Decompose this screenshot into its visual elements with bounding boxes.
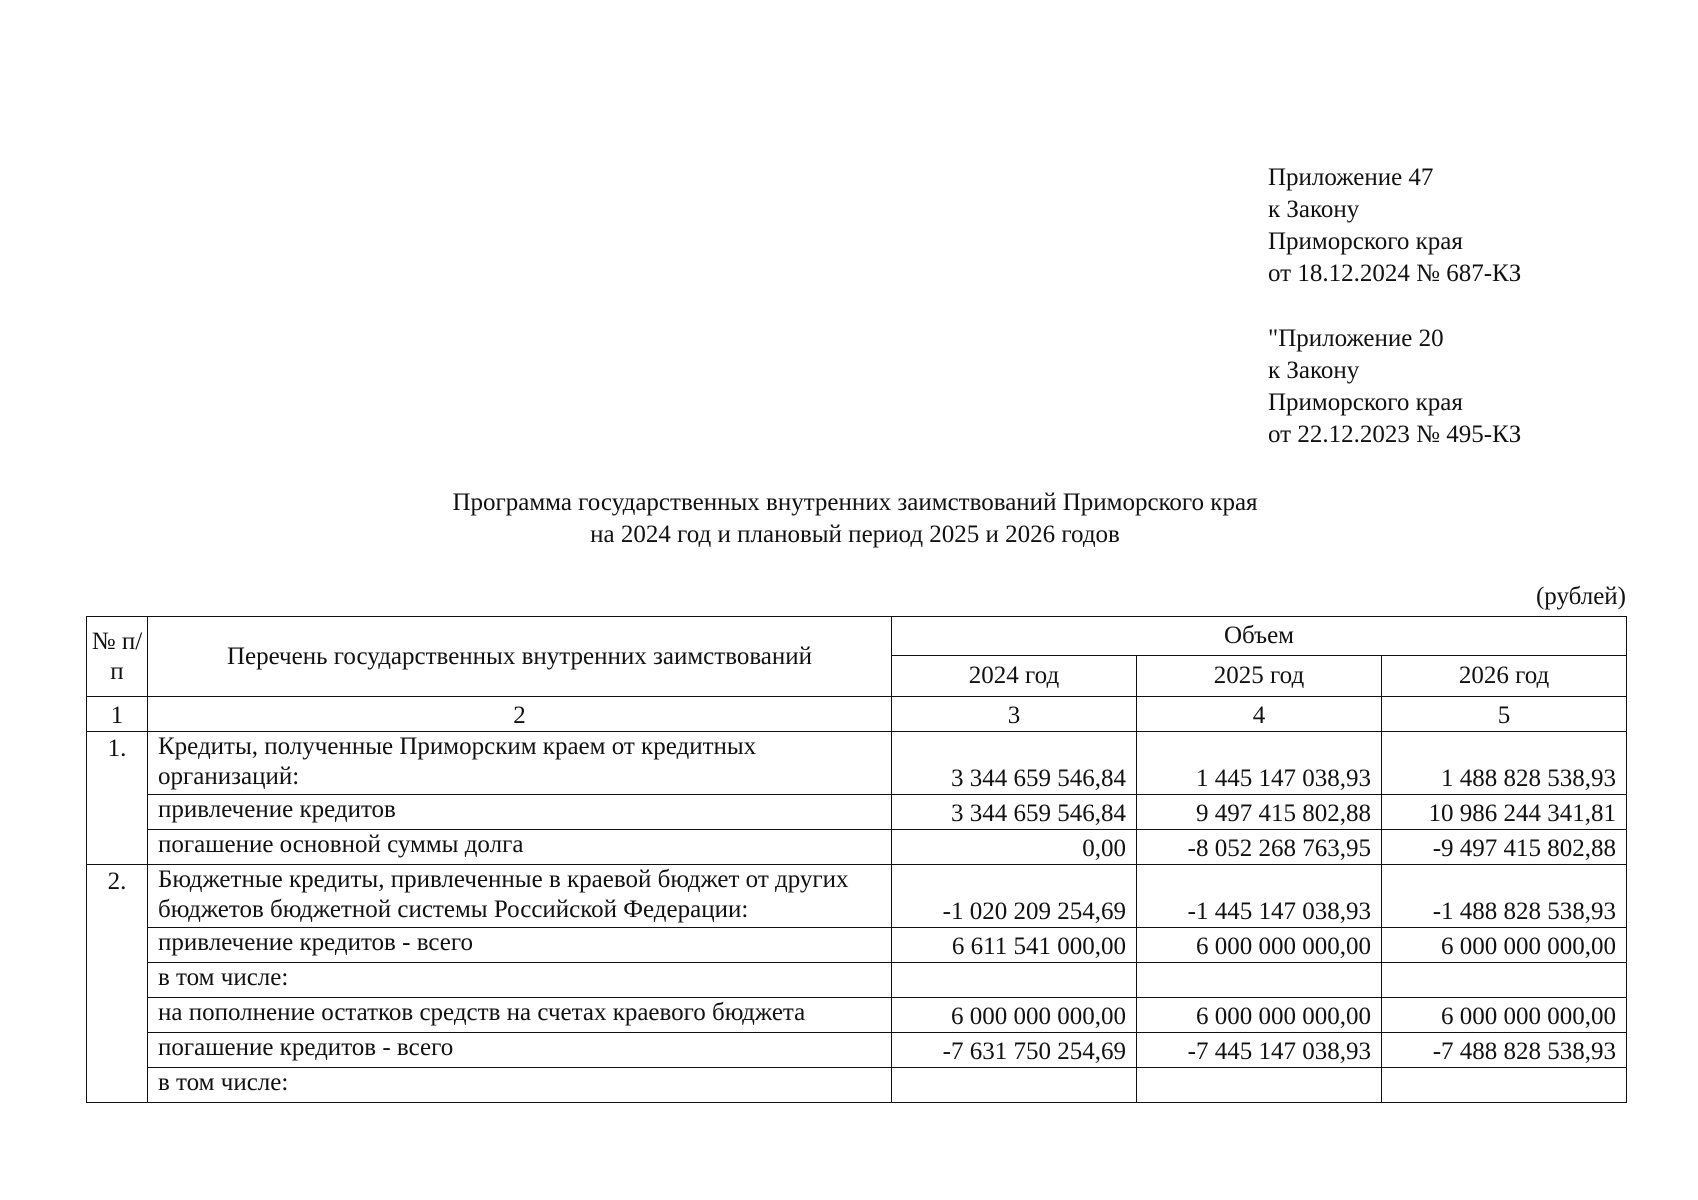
table-row: [87, 963, 1627, 998]
value-2025: -1 445 147 038,93: [1137, 865, 1382, 928]
value-2025: 6 000 000 000,00: [1137, 998, 1382, 1033]
value-2024: [892, 963, 1137, 998]
row-name: в том числе:: [148, 1068, 892, 1103]
document-title-line2: на 2024 год и плановый период 2025 и 2026 годов: [590, 521, 1120, 548]
table-row: [87, 1068, 1627, 1103]
row-name: привлечение кредитов: [148, 795, 892, 830]
value-2026: -1 488 828 538,93: [1382, 865, 1627, 928]
units-label: (рублей): [1535, 583, 1626, 610]
appendix-20-block: [1268, 323, 1521, 451]
value-2026: 10 986 244 341,81: [1382, 795, 1627, 830]
value-2026: -9 497 415 802,88: [1382, 830, 1627, 865]
section-number: 2.: [87, 865, 148, 1103]
header-num: № п/п: [87, 617, 148, 697]
value-2025: -8 052 268 763,95: [1137, 830, 1382, 865]
appendix-47-block: [1268, 162, 1521, 290]
value-2026: [1382, 1068, 1627, 1103]
table-row: [87, 928, 1627, 963]
document-title-line1: Программа государственных внутренних заимствований Приморского края: [452, 489, 1258, 516]
value-2025: 9 497 415 802,88: [1137, 795, 1382, 830]
appendix-47-line4: от 18.12.2024 № 687-КЗ: [1268, 260, 1522, 287]
value-2026: 6 000 000 000,00: [1382, 928, 1627, 963]
column-numbers-row: [87, 697, 1627, 732]
header-year-2024: 2024 год: [892, 656, 1137, 697]
header-year-2025: 2025 год: [1137, 656, 1382, 697]
table-row: [87, 732, 1627, 795]
appendix-20-line4: от 22.12.2023 № 495-КЗ: [1268, 421, 1522, 448]
value-2025: [1137, 1068, 1382, 1103]
value-2026: 6 000 000 000,00: [1382, 998, 1627, 1033]
table-header-row: [87, 617, 1627, 656]
value-2024: -1 020 209 254,69: [892, 865, 1137, 928]
value-2024: 6 611 541 000,00: [892, 928, 1137, 963]
row-name: Бюджетные кредиты, привлеченные в краевой бюджет от других бюджетов бюджетной системы Российской Федерации:: [148, 865, 892, 928]
row-name: погашение кредитов - всего: [148, 1033, 892, 1068]
table-row: [87, 865, 1627, 928]
value-2026: -7 488 828 538,93: [1382, 1033, 1627, 1068]
document-title: [0, 487, 1698, 551]
table-row: [87, 1033, 1627, 1068]
column-number: 3: [892, 697, 1137, 732]
appendix-20-line2: к Закону: [1268, 357, 1360, 384]
row-name: погашение основной суммы долга: [148, 830, 892, 865]
column-number: 1: [87, 697, 148, 732]
appendix-47-line2: к Закону: [1268, 196, 1360, 223]
header-year-2026: 2026 год: [1382, 656, 1627, 697]
value-2024: 3 344 659 546,84: [892, 795, 1137, 830]
header-list: Перечень государственных внутренних заимствований: [148, 617, 892, 697]
row-name: привлечение кредитов - всего: [148, 928, 892, 963]
column-number: 2: [148, 697, 892, 732]
value-2024: [892, 1068, 1137, 1103]
value-2024: 3 344 659 546,84: [892, 732, 1137, 795]
value-2025: 1 445 147 038,93: [1137, 732, 1382, 795]
value-2024: 6 000 000 000,00: [892, 998, 1137, 1033]
table-row: [87, 830, 1627, 865]
column-number: 4: [1137, 697, 1382, 732]
column-number: 5: [1382, 697, 1627, 732]
appendix-47-line3: Приморского края: [1268, 228, 1463, 255]
row-name: на пополнение остатков средств на счетах краевого бюджета: [148, 998, 892, 1033]
value-2026: 1 488 828 538,93: [1382, 732, 1627, 795]
appendix-20-line1: "Приложение 20: [1268, 325, 1444, 352]
appendix-20-line3: Приморского края: [1268, 389, 1463, 416]
table-row: [87, 998, 1627, 1033]
row-name: Кредиты, полученные Приморским краем от кредитных организаций:: [148, 732, 892, 795]
value-2025: -7 445 147 038,93: [1137, 1033, 1382, 1068]
row-name: в том числе:: [148, 963, 892, 998]
appendix-47-line1: Приложение 47: [1268, 164, 1434, 191]
table-row: [87, 795, 1627, 830]
value-2026: [1382, 963, 1627, 998]
value-2025: 6 000 000 000,00: [1137, 928, 1382, 963]
value-2024: 0,00: [892, 830, 1137, 865]
value-2025: [1137, 963, 1382, 998]
borrowings-table: [86, 616, 1627, 1103]
section-number: 1.: [87, 732, 148, 865]
header-volume: Объем: [892, 617, 1627, 656]
value-2024: -7 631 750 254,69: [892, 1033, 1137, 1068]
